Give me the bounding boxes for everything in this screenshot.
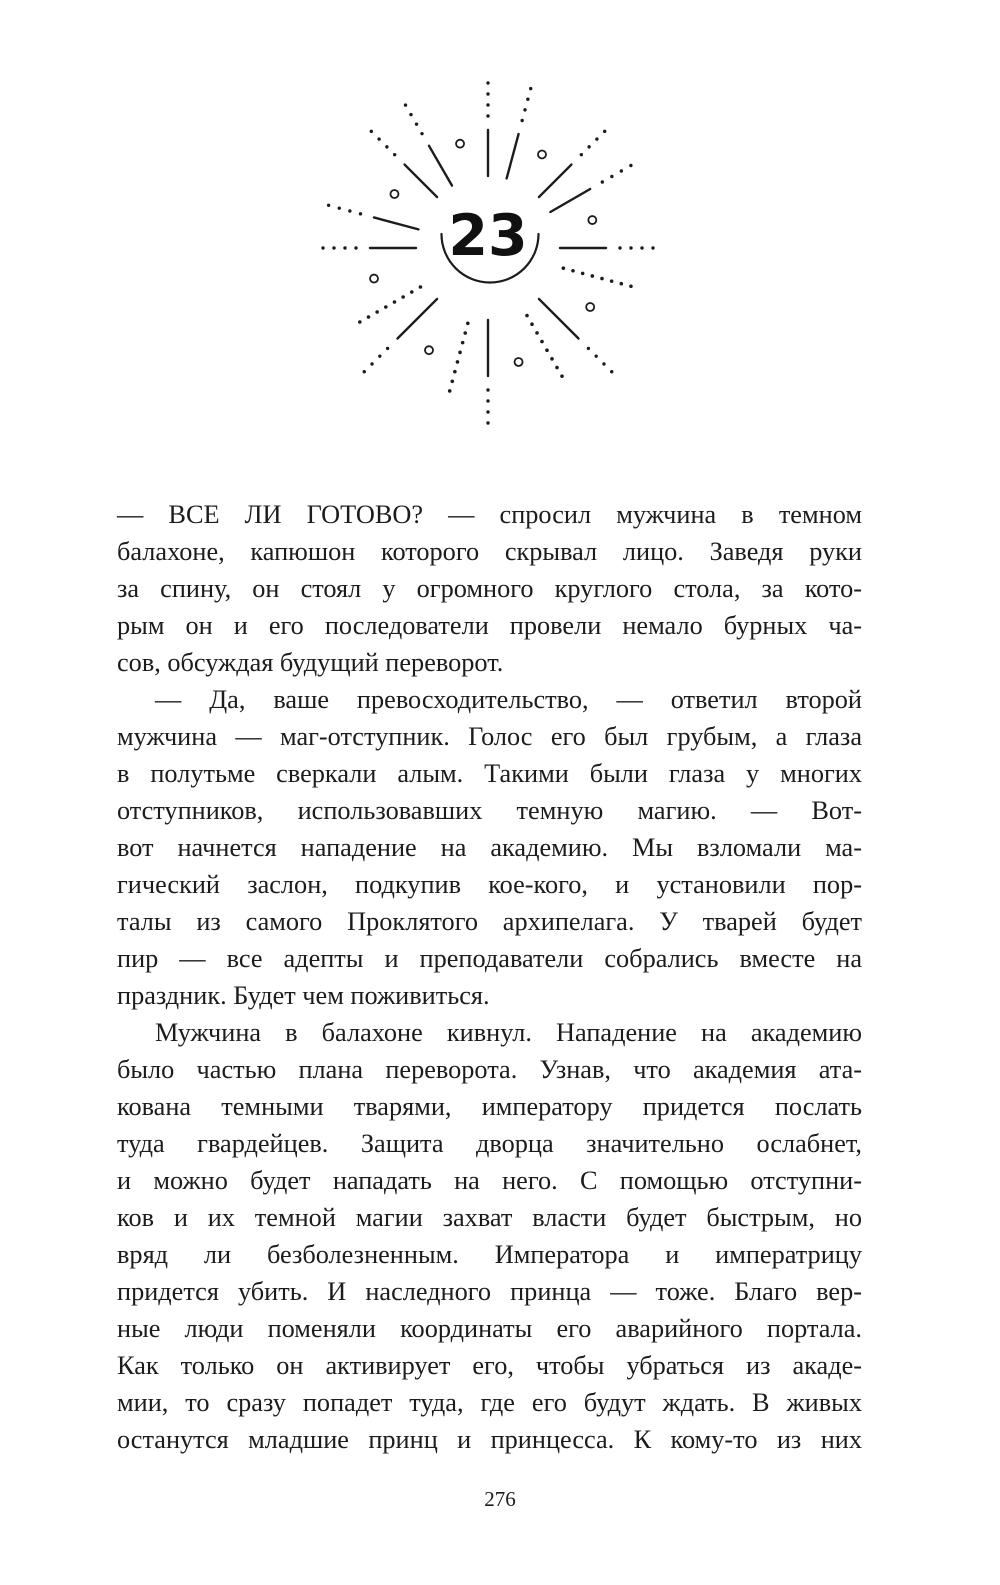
ray-dot [401, 295, 405, 299]
text-line: ков и их темной магии захват власти будет быстрым, но [117, 1203, 862, 1232]
text-line: пир — все адепты и преподаватели собрались вместе на [117, 944, 862, 973]
ray-dot [550, 357, 554, 361]
ray-dot [354, 246, 357, 249]
ray-dot [535, 331, 539, 335]
ray-line [429, 146, 452, 186]
ray-dot [393, 153, 396, 156]
ray-dot [378, 354, 381, 357]
ray-dot [610, 279, 614, 283]
ray-dot [466, 322, 470, 326]
ray-ring [538, 150, 546, 158]
ray-dot [595, 137, 598, 140]
ray-ring [588, 216, 596, 224]
ray-dot [486, 92, 489, 95]
ray-dot [620, 169, 623, 172]
text-line: отступников, использовавших темную магию. — Вот- [117, 796, 862, 825]
page-number: 276 [484, 1487, 516, 1511]
text-line: талы из самого Проклятого архипелага. У тварей будет [117, 907, 862, 936]
ray-line [539, 299, 579, 339]
ray-dot [420, 132, 423, 135]
ray-dot [415, 122, 418, 125]
text-line: Мужчина в балахоне кивнул. Нападение на академию [155, 1018, 862, 1047]
text-line: в полутьме сверкали алым. Такими были глаза у многих [117, 759, 862, 788]
ray-ring [370, 275, 378, 283]
ray-dot [384, 305, 388, 309]
ray-dot [410, 290, 414, 294]
text-line: гический заслон, подкупив кое-кого, и установили пор- [117, 870, 862, 899]
ray-dot [343, 246, 346, 249]
ray-dot [571, 269, 575, 273]
ray-dot [629, 285, 633, 289]
text-line: балахоне, капюшон которого скрывал лицо. Заведя руки [117, 537, 862, 566]
ray-dot [530, 322, 534, 326]
ray-dot [601, 180, 604, 183]
ray-dot [458, 351, 462, 355]
ray-dot [486, 103, 489, 106]
ray-dot [629, 164, 632, 167]
ray-ring [456, 140, 464, 148]
ray-dot [448, 389, 452, 393]
ray-dot [587, 145, 590, 148]
ray-dot [545, 348, 549, 352]
ray-dot [367, 315, 371, 319]
ray-dot [321, 246, 324, 249]
text-line: рым он и его последователи провели немало бурных ча- [117, 611, 862, 640]
ray-dot [386, 347, 389, 350]
ray-dot [359, 212, 362, 215]
paragraph-1 [117, 496, 862, 681]
ray-dot [348, 209, 351, 212]
text-line: останутся младшие принц и принцесса. К кому-то из них [117, 1425, 862, 1454]
ray-dot [370, 362, 373, 365]
ray-dot [560, 374, 564, 378]
ray-dot [375, 310, 379, 314]
ray-dot [555, 366, 559, 370]
ray-dot [363, 370, 366, 373]
ray-ring [425, 346, 433, 354]
ray-dot [456, 360, 460, 364]
ray-line [405, 165, 438, 198]
ray-dot [540, 340, 544, 344]
text-line: туда гвардейцев. Защита дворца значительно ослабнет, [117, 1129, 862, 1158]
ray-dot [358, 320, 362, 324]
ray-dot [453, 370, 457, 374]
sunburst-ornament [300, 80, 680, 440]
ray-dot [523, 108, 526, 111]
ray-dot [327, 204, 330, 207]
ray-dot [332, 246, 335, 249]
text-line: кована темными тварями, императору придется послать [117, 1092, 862, 1121]
ray-dot [385, 145, 388, 148]
ray-dot [377, 137, 380, 140]
ray-dot [610, 370, 613, 373]
ray-dot [587, 347, 590, 350]
ray-dot [529, 87, 532, 90]
ray-dot [640, 246, 643, 249]
ray-line [507, 134, 519, 178]
text-line: Как только он активирует его, чтобы убраться из акаде- [117, 1351, 862, 1380]
ray-dot [338, 206, 341, 209]
ray-dot [486, 421, 489, 424]
ray-dot [525, 314, 529, 318]
ray-dot [629, 246, 632, 249]
ray-dot [450, 379, 454, 383]
text-line: мужчина — маг-отступник. Голос его был грубым, а глаза [117, 722, 862, 751]
ray-dot [461, 341, 465, 345]
text-line: вряд ли безболезненным. Императора и императрицу [117, 1240, 862, 1269]
ray-dot [600, 277, 604, 281]
ray-dot [581, 272, 585, 276]
ray-dot [463, 331, 467, 335]
ray-line [374, 217, 418, 229]
text-line: мии, то сразу попадет туда, где его будут ждать. В живых [117, 1388, 862, 1417]
text-line: придется убить. И наследного принца — тоже. Благо вер- [117, 1277, 862, 1306]
paragraph-3 [117, 1014, 862, 1458]
ray-line [539, 165, 572, 198]
ray-dot [486, 81, 489, 84]
text-line: праздник. Будет чем поживиться. [117, 981, 490, 1010]
chapter-number: 23 [448, 203, 528, 269]
text-line: сов, обсуждая будущий переворот. [117, 648, 504, 677]
text-line: — Да, ваше превосходительство, — ответил второй [155, 685, 862, 714]
text-line: ные люди поменяли координаты его аварийного портала. [117, 1314, 862, 1343]
ray-dot [591, 274, 595, 278]
ray-dot [486, 114, 489, 117]
ray-dot [610, 175, 613, 178]
ray-line [550, 189, 590, 212]
text-line: — ВСЕ ЛИ ГОТОВО? — спросил мужчина в темном [117, 500, 862, 529]
ray-dot [562, 266, 566, 270]
ray-dot [486, 388, 489, 391]
text-line: вот начнется нападение на академию. Мы взломали ма- [117, 833, 862, 862]
text-line: и можно будет нападать на него. С помощью отступни- [117, 1166, 862, 1195]
ray-ring [586, 303, 594, 311]
ray-dot [602, 362, 605, 365]
ray-dot [520, 119, 523, 122]
ray-dot [651, 246, 654, 249]
ray-dot [409, 113, 412, 116]
ray-dot [603, 130, 606, 133]
ray-dot [419, 285, 423, 289]
ray-dot [619, 282, 623, 286]
ray-dot [526, 98, 529, 101]
ray-dot [370, 130, 373, 133]
paragraph-2 [117, 681, 862, 1014]
body-text [117, 496, 862, 1458]
text-line: за спину, он стоял у огромного круглого стола, за кото- [117, 574, 862, 603]
text-line: было частью плана переворота. Узнав, что академия ата- [117, 1055, 862, 1084]
ray-dot [580, 153, 583, 156]
ray-dot [618, 246, 621, 249]
ray-dot [404, 103, 407, 106]
ray-ring [515, 358, 523, 366]
ray-dot [594, 354, 597, 357]
ray-dot [486, 399, 489, 402]
ray-line [397, 299, 437, 339]
ray-ring [390, 190, 398, 198]
chapter-emblem [300, 80, 680, 440]
ray-dot [393, 300, 397, 304]
ray-dot [486, 410, 489, 413]
